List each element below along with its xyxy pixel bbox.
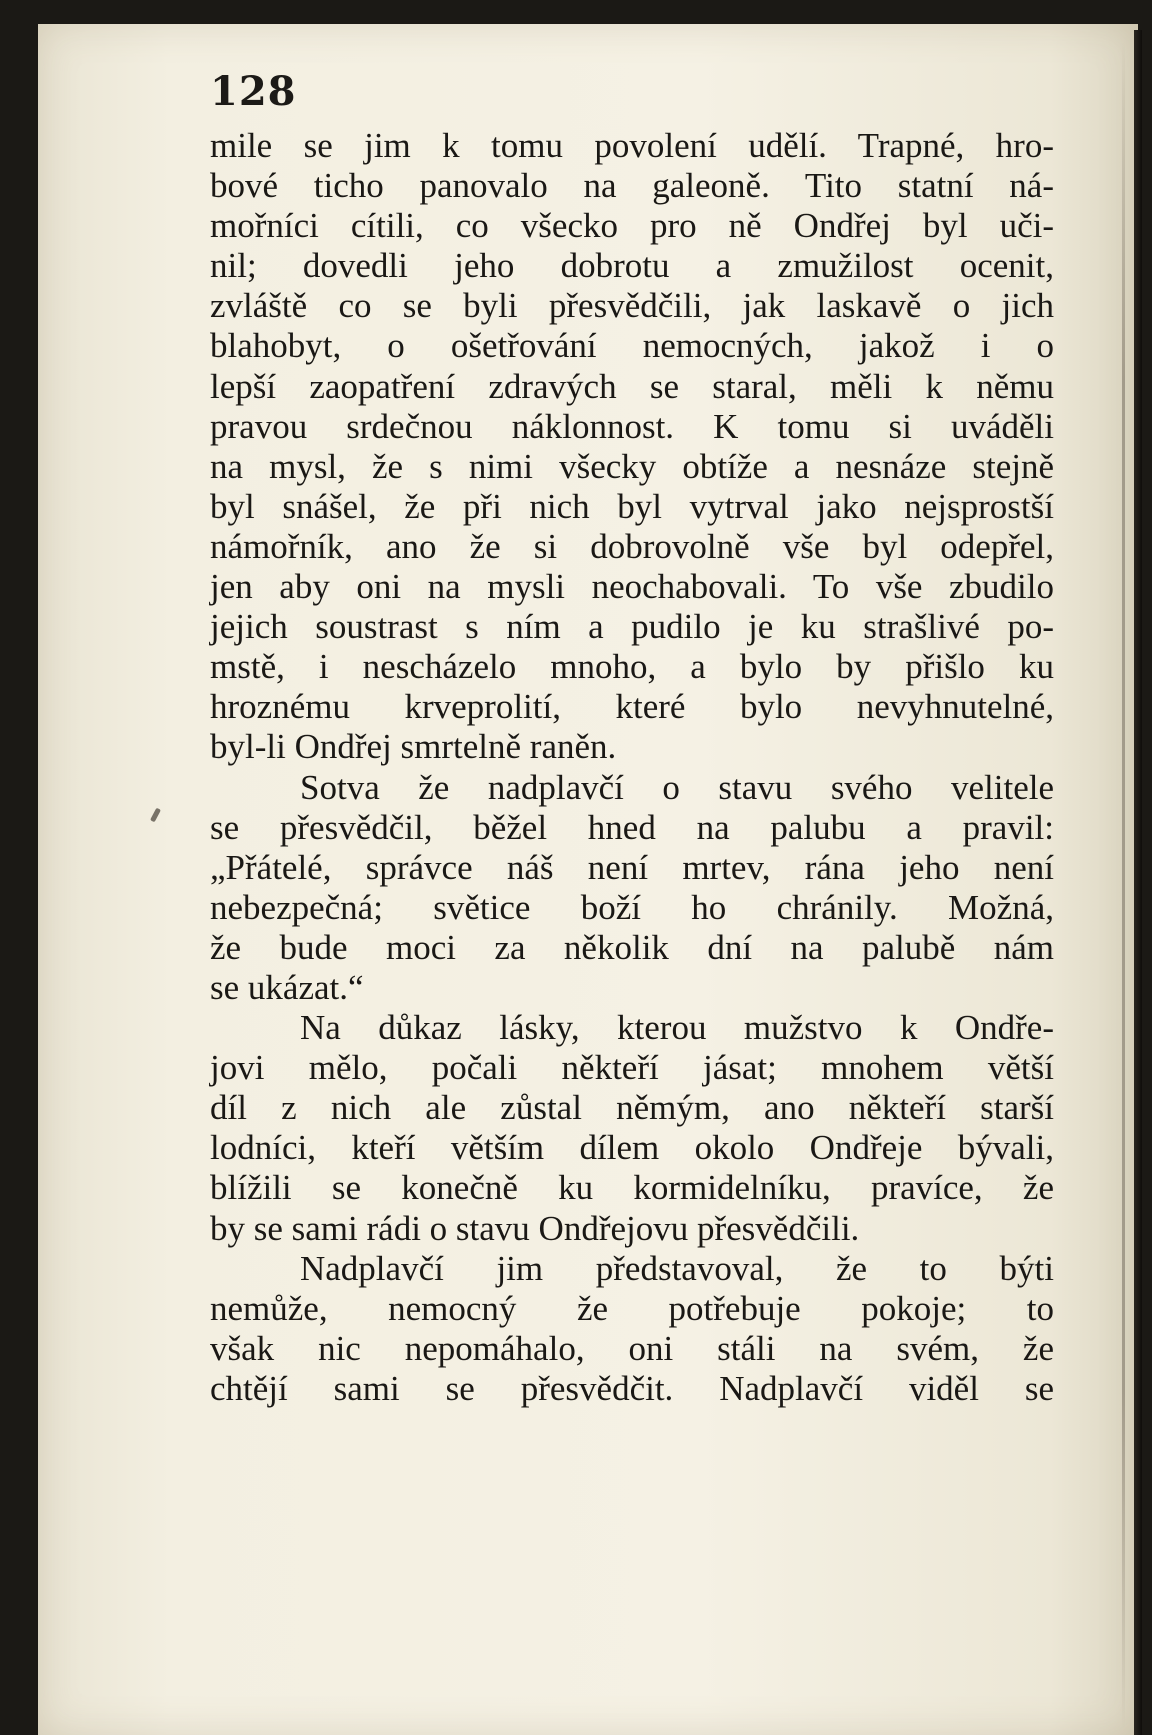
text-line: mořníci cítili, co všecko pro ně Ondřej byl uči- <box>210 206 1054 246</box>
paragraph-end-line: by se sami rádi o stavu Ondřejovu přesvědčili. <box>210 1208 860 1248</box>
text-line: na mysl, že s nimi všecky obtíže a nesnáze stejně <box>210 446 1054 486</box>
text-line: nebezpečná; světice boží ho chránily. Možná, <box>210 887 1054 927</box>
text-line: jovi mělo, počali někteří jásat; mnohem větší <box>210 1048 1054 1088</box>
text-line: že bude moci za několik dní na palubě nám <box>210 927 1054 967</box>
text-line: se přesvědčil, běžel hned na palubu a pravil: <box>210 807 1054 847</box>
text-line: jejich soustrast s ním a pudilo je ku strašlivé po- <box>210 607 1054 647</box>
text-line: lepší zaopatření zdravých se staral, měli k němu <box>210 366 1054 406</box>
text-line: jen aby oni na mysli neochabovali. To vše zbudilo <box>210 567 1054 607</box>
text-line: nil; dovedli jeho dobrotu a zmužilost ocenit, <box>210 246 1054 286</box>
text-line: zvláště co se byli přesvědčili, jak laskavě o jich <box>210 286 1054 326</box>
text-line: námořník, ano že si dobrovolně vše byl odepřel, <box>210 526 1054 566</box>
text-line: blížili se konečně ku kormidelníku, pravíce, že <box>210 1168 1054 1208</box>
text-line: „Přátelé, správce náš není mrtev, rána jeho není <box>210 847 1054 887</box>
text-line: mile se jim k tomu povolení udělí. Trapné, hro- <box>210 126 1054 165</box>
paragraph-start-line: Nadplavčí jim představoval, že to býti <box>300 1248 1054 1288</box>
book-edge <box>1134 30 1142 1735</box>
text-line: byl snášel, že při nich byl vytrval jako nejsprostší <box>210 486 1054 526</box>
paragraph-end-line: se ukázat.“ <box>210 967 364 1007</box>
text-line: chtějí sami se přesvědčit. Nadplavčí viděl se <box>210 1368 1054 1408</box>
text-line: díl z nich ale zůstal němým, ano někteří starší <box>210 1088 1054 1128</box>
paragraph-end-line: byl-li Ondřej smrtelně raněn. <box>210 727 617 767</box>
body-text <box>210 126 1054 1409</box>
page-number: 128 <box>210 68 297 115</box>
text-line: lodníci, kteří větším dílem okolo Ondřeje bývali, <box>210 1128 1054 1168</box>
text-line: blahobyt, o ošetřování nemocných, jakož i o <box>210 326 1054 366</box>
text-line: nemůže, nemocný že potřebuje pokoje; to <box>210 1288 1054 1328</box>
text-line: mstě, i nescházelo mnoho, a bylo by přišlo ku <box>210 647 1054 687</box>
paragraph-start-line: Sotva že nadplavčí o stavu svého velitele <box>300 767 1054 807</box>
text-line: pravou srdečnou náklonnost. K tomu si uváděli <box>210 406 1054 446</box>
paragraph-start-line: Na důkaz lásky, kterou mužstvo k Ondře- <box>300 1008 1054 1048</box>
text-line: bové ticho panovalo na galeoně. Tito statní ná- <box>210 166 1054 206</box>
text-line: však nic nepomáhalo, oni stáli na svém, že <box>210 1328 1054 1368</box>
page-edge-shadow <box>1122 40 1125 1730</box>
text-line: hroznému krveprolití, které bylo nevyhnutelné, <box>210 687 1054 727</box>
